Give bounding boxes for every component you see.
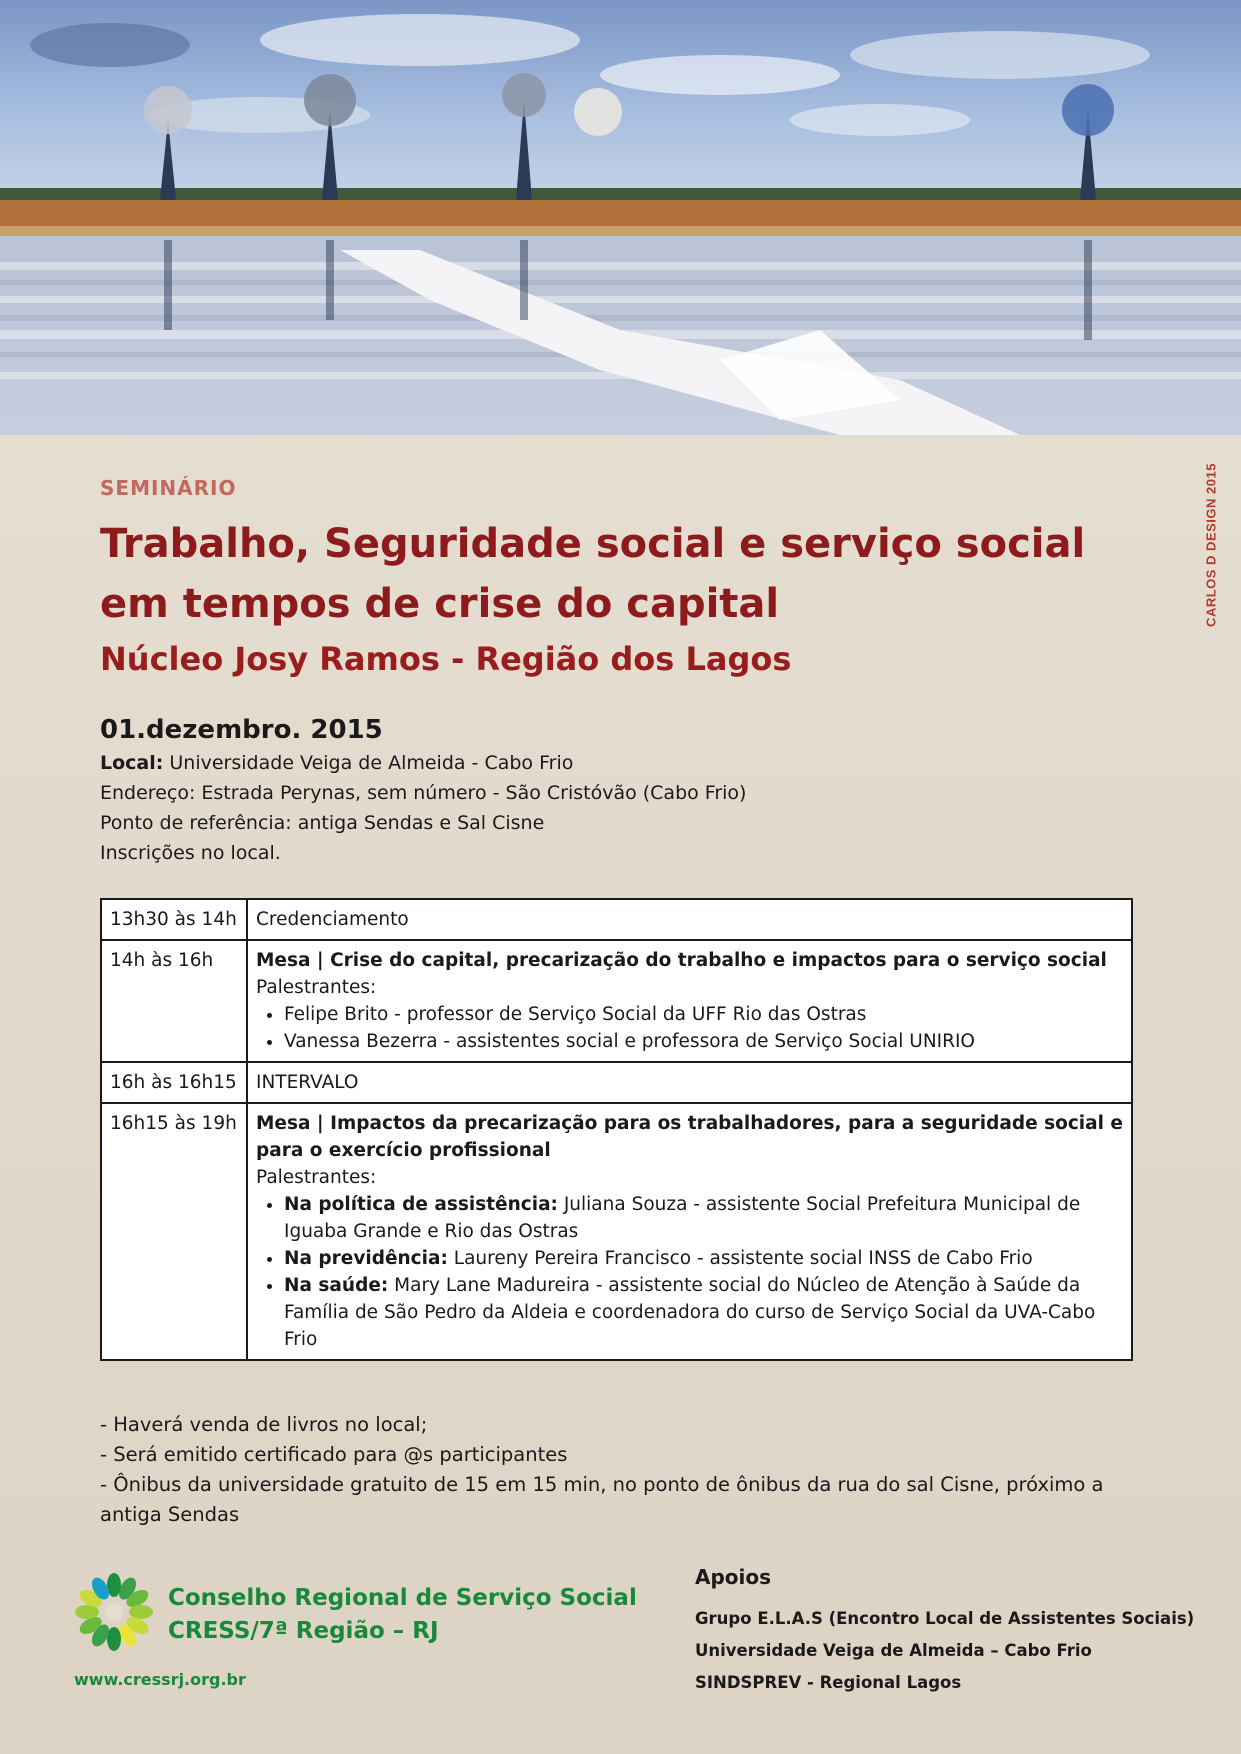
header-painting	[0, 0, 1241, 435]
notes	[100, 1410, 1140, 1530]
event-type: SEMINÁRIO	[100, 476, 237, 500]
location-value: Universidade Veiga de Almeida - Cabo Frio	[163, 752, 574, 774]
supporter-item: Grupo E.L.A.S (Encontro Local de Assistentes Sociais)	[695, 1609, 1195, 1628]
schedule-time: 14h às 16h	[101, 940, 247, 1062]
schedule-activity	[247, 940, 1132, 1062]
speaker-item: • Vanessa Bezerra - assistentes social e professora de Serviço Social UNIRIO	[284, 1028, 1123, 1055]
speaker-detail: Mary Lane Madureira - assistente social do Núcleo de Atenção à Saúde da Família de São Pedro da Aldeia e coordenadora do curso de Serviço Social da UVA-Cabo Frio	[284, 1275, 1096, 1350]
supporters	[695, 1565, 1215, 1699]
speaker-item	[284, 1272, 1123, 1353]
note-item: - Ônibus da universidade gratuito de 15 em 15 min, no ponto de ônibus da rua do sal Cisne, próximo a antiga Sendas	[100, 1473, 1104, 1526]
organization-line1: Conselho Regional de Serviço Social	[168, 1585, 637, 1611]
note-item: - Será emitido certificado para @s participantes	[100, 1443, 568, 1466]
speakers-label: Palestrantes:	[256, 1167, 377, 1188]
designer-credit	[1200, 455, 1222, 635]
organization-line2: CRESS/7ª Região – RJ	[168, 1618, 439, 1644]
schedule-table	[100, 898, 1133, 1361]
schedule-activity: Credenciamento	[247, 899, 1132, 940]
supporter-item: SINDSPREV - Regional Lagos	[695, 1673, 962, 1692]
schedule-time: 16h às 16h15	[101, 1062, 247, 1103]
supporters-heading: Apoios	[695, 1565, 772, 1589]
speaker-area: Na previdência:	[284, 1248, 448, 1269]
location-label: Local:	[100, 752, 164, 774]
organization-url[interactable]: www.cressrj.org.br	[74, 1670, 246, 1689]
event-reference: Ponto de referência: antiga Sendas e Sal Cisne	[100, 812, 545, 834]
event-subtitle: Núcleo Josy Ramos - Região dos Lagos	[100, 640, 792, 678]
event-location	[100, 748, 1140, 778]
schedule-row	[101, 899, 1132, 940]
schedule-row	[101, 1103, 1132, 1360]
supporter-item: Universidade Veiga de Almeida – Cabo Frio	[695, 1641, 1092, 1660]
panel-title: Mesa | Crise do capital, precarização do trabalho e impactos para o serviço social	[256, 950, 1107, 971]
panel-title: Mesa | Impactos da precarização para os trabalhadores, para a seguridade social e para o exercício profissional	[256, 1113, 1123, 1161]
speaker-item	[284, 1191, 1123, 1245]
speaker-area: Na política de assistência:	[284, 1194, 558, 1215]
schedule-activity	[247, 1103, 1132, 1360]
speaker-area: Na saúde:	[284, 1275, 389, 1296]
event-title-line2: em tempos de crise do capital	[100, 581, 780, 627]
designer-credit-text: CARLOS D DESIGN 2015	[1203, 463, 1219, 627]
event-info	[100, 712, 1140, 868]
event-registration: Inscrições no local.	[100, 842, 281, 864]
schedule-row	[101, 1062, 1132, 1103]
cress-hands-logo	[74, 1572, 154, 1652]
speaker-detail: Laureny Pereira Francisco - assistente social INSS de Cabo Frio	[447, 1248, 1033, 1269]
event-address: Endereço: Estrada Perynas, sem número - São Cristóvão (Cabo Frio)	[100, 782, 747, 804]
note-item: - Haverá venda de livros no local;	[100, 1413, 428, 1436]
speakers-list	[256, 1001, 1123, 1055]
speaker-item	[284, 1245, 1123, 1272]
speaker-item: • Felipe Brito - professor de Serviço Social da UFF Rio das Ostras	[284, 1001, 1123, 1028]
schedule-time: 13h30 às 14h	[101, 899, 247, 940]
event-title-line1: Trabalho, Seguridade social e serviço social	[100, 521, 1086, 567]
event-title	[100, 514, 1160, 634]
speakers-list	[256, 1191, 1123, 1353]
speaker-detail: Juliana Souza - assistente Social Prefeitura Municipal de Iguaba Grande e Rio das Ostras	[284, 1194, 1081, 1242]
event-date: 01.dezembro. 2015	[100, 715, 383, 745]
schedule-row	[101, 940, 1132, 1062]
schedule-activity: INTERVALO	[247, 1062, 1132, 1103]
organization-name	[168, 1582, 637, 1648]
speakers-label: Palestrantes:	[256, 977, 377, 998]
schedule-time: 16h15 às 19h	[101, 1103, 247, 1360]
